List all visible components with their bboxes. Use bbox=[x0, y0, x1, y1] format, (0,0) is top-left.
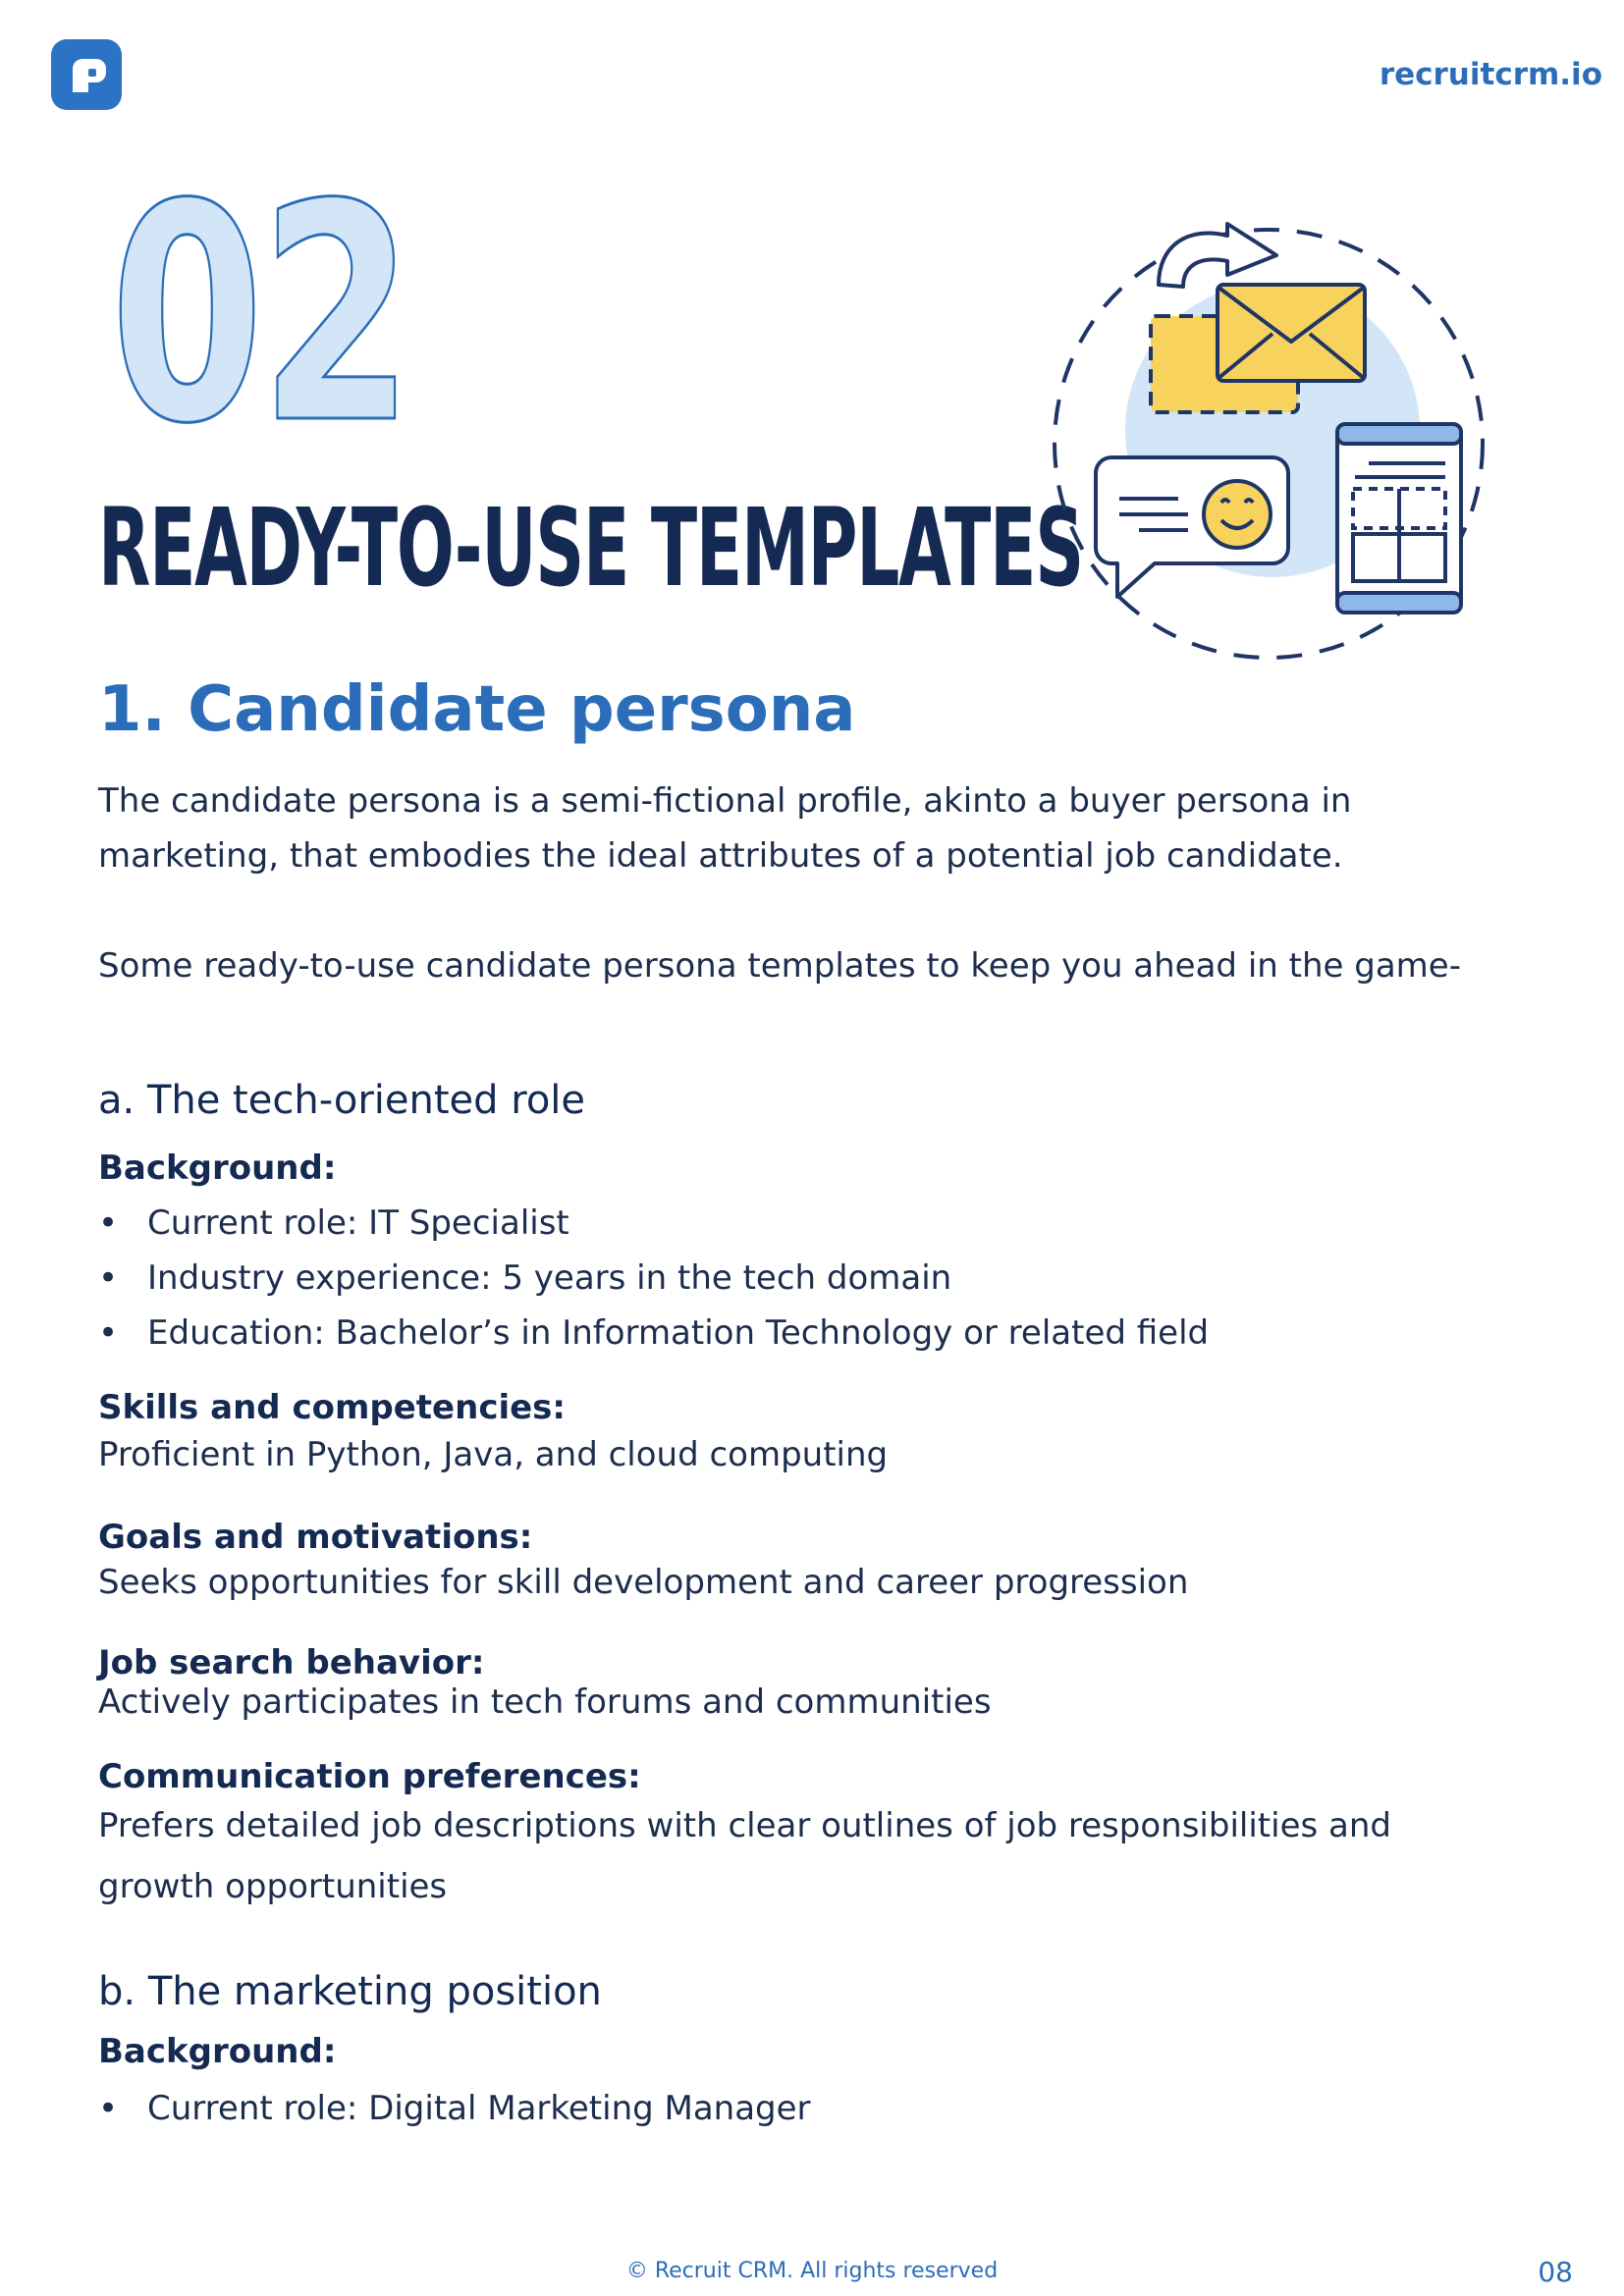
email-chat-phone-illustration bbox=[1041, 196, 1492, 671]
chapter-number: 02 bbox=[110, 140, 410, 489]
communication-label: Communication preferences: bbox=[98, 1757, 641, 1796]
list-item: • Industry experience: 5 years in the tech domain bbox=[98, 1258, 952, 1298]
goals-text: Seeks opportunities for skill development and career progression bbox=[98, 1563, 1189, 1602]
list-item: • Current role: IT Specialist bbox=[98, 1203, 569, 1243]
communication-text-line-2: growth opportunities bbox=[98, 1867, 448, 1906]
recruitcrm-logo-icon bbox=[51, 39, 122, 110]
persona-b-background-label: Background: bbox=[98, 2032, 337, 2071]
job-search-label: Job search behavior: bbox=[98, 1643, 485, 1682]
persona-a-background-label: Background: bbox=[98, 1148, 337, 1188]
chapter-title: READY-TO-USE TEMPLATES bbox=[98, 485, 1083, 611]
page-number: 08 bbox=[1538, 2256, 1573, 2288]
goals-label: Goals and motivations: bbox=[98, 1518, 533, 1557]
list-item: • Education: Bachelor’s in Information Technology or related field bbox=[98, 1313, 1210, 1353]
list-item: • Current role: Digital Marketing Manager bbox=[98, 2089, 811, 2128]
lead-paragraph: Some ready-to-use candidate persona templates to keep you ahead in the game- bbox=[98, 946, 1461, 986]
job-search-text: Actively participates in tech forums and communities bbox=[98, 1682, 992, 1722]
section-heading: 1. Candidate persona bbox=[98, 673, 856, 746]
footer-copyright: © Recruit CRM. All rights reserved bbox=[625, 2259, 999, 2283]
communication-text-line-1: Prefers detailed job descriptions with clear outlines of job responsibilities and bbox=[98, 1806, 1391, 1845]
intro-paragraph: The candidate persona is a semi-fictional profile, akinto a buyer persona in marketing, that embodies the ideal attributes of a potential job candidate. bbox=[98, 781, 1352, 876]
skills-text: Proficient in Python, Java, and cloud computing bbox=[98, 1435, 889, 1474]
site-name[interactable]: recruitcrm.io bbox=[1379, 57, 1602, 92]
persona-a-heading: a. The tech-oriented role bbox=[98, 1078, 586, 1123]
persona-b-heading: b. The marketing position bbox=[98, 1969, 602, 2014]
skills-label: Skills and competencies: bbox=[98, 1388, 567, 1427]
